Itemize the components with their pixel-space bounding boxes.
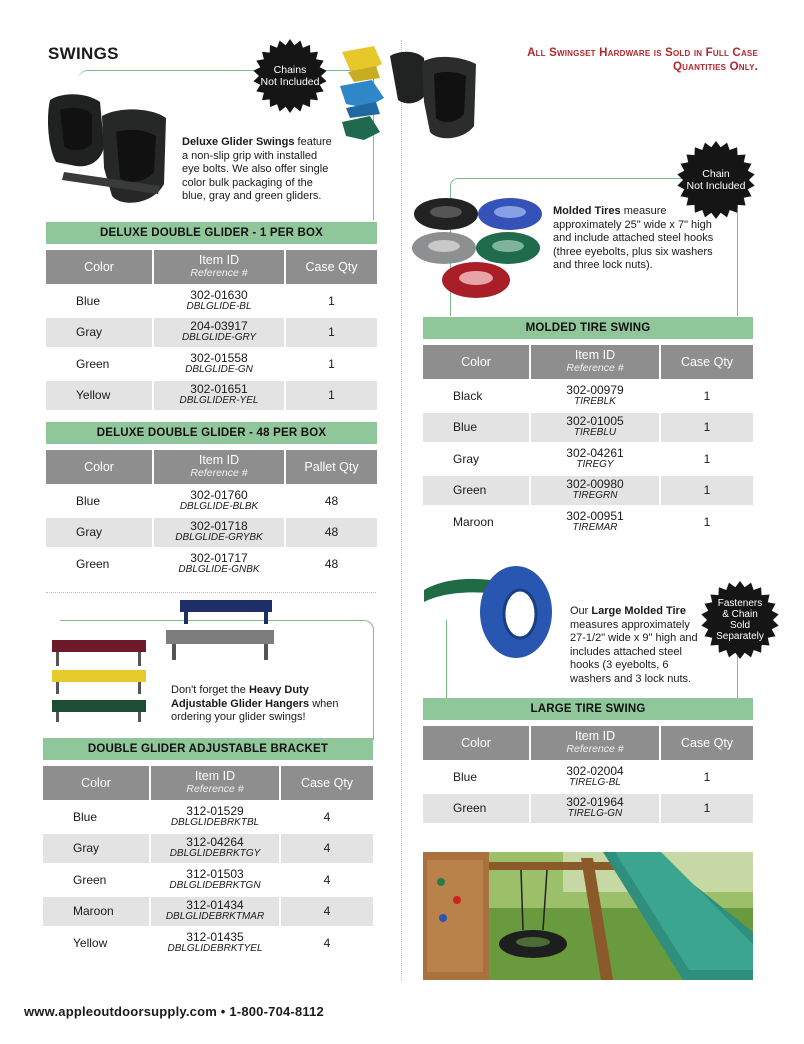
- item-id: 302-01630: [190, 287, 248, 302]
- molded-tire-table: [423, 345, 753, 537]
- glider-1-per-box-table: [46, 250, 377, 410]
- header-qty: Case Qty: [661, 345, 753, 379]
- table-row: [46, 379, 377, 411]
- large-tire-description: [570, 605, 698, 687]
- table-row: [46, 484, 377, 516]
- reference-number: DBLGLIDEBRKTYEL: [167, 942, 263, 954]
- badge-text-line-4: Separately: [716, 631, 764, 642]
- item-id: 312-01503: [186, 866, 244, 881]
- notice-line-1: All Swingset Hardware is Sold in Full Case: [527, 47, 758, 59]
- qty-cell: 1: [286, 347, 377, 379]
- section-divider: [46, 592, 376, 593]
- qty-cell: 48: [286, 547, 377, 579]
- molded-tires-image: [410, 192, 546, 304]
- page-title: SWINGS: [48, 44, 119, 63]
- color-cell: Yellow: [43, 926, 151, 958]
- header-item-id: [531, 345, 661, 379]
- table-row: [43, 926, 373, 958]
- item-id-cell: [151, 800, 281, 832]
- table-row: [46, 316, 377, 348]
- fasteners-sold-separately-badge: [700, 580, 780, 660]
- qty-cell: 1: [661, 411, 753, 443]
- item-id-cell: [154, 316, 286, 348]
- qty-cell: 1: [661, 792, 753, 824]
- reference-number: TIRELG-BL: [569, 776, 621, 788]
- item-id: 302-02004: [566, 763, 624, 778]
- bracket-note-post: when ordering your glider swings!: [171, 697, 339, 724]
- badge-text-line-1: Fasteners: [717, 598, 763, 609]
- qty-cell: 48: [286, 516, 377, 548]
- table-row: [423, 411, 753, 443]
- qty-cell: 4: [281, 895, 373, 927]
- item-id-cell: [531, 505, 661, 537]
- item-id: 312-04264: [186, 835, 244, 850]
- color-cell: Green: [46, 547, 154, 579]
- item-id: 204-03917: [190, 319, 248, 334]
- glider-description-bold: Deluxe Glider Swings: [182, 136, 295, 148]
- item-id-cell: [151, 926, 281, 958]
- table-row: [423, 474, 753, 506]
- reference-number: TIREBLU: [573, 427, 617, 439]
- item-id-cell: [151, 863, 281, 895]
- color-cell: Blue: [46, 484, 154, 516]
- notice-line-2: Quantities Only.: [673, 60, 758, 73]
- large-tire-table: [423, 726, 753, 823]
- color-cell: Gray: [423, 442, 531, 474]
- tire-swing-playground-photo: [423, 852, 753, 980]
- header-item-id: [154, 250, 286, 284]
- header-item-id: [154, 450, 286, 484]
- color-cell: Yellow: [46, 379, 154, 411]
- large-tire-title: LARGE TIRE SWING: [423, 698, 753, 720]
- header-reference: Reference #: [566, 362, 624, 374]
- color-cell: Maroon: [423, 505, 531, 537]
- item-id-cell: [531, 411, 661, 443]
- item-id: 312-01434: [186, 898, 244, 913]
- header-reference: Reference #: [186, 783, 244, 795]
- bracket-table: [43, 766, 373, 958]
- item-id: 312-01435: [186, 929, 244, 944]
- table-row: [43, 863, 373, 895]
- color-cell: Green: [43, 863, 151, 895]
- glider-description: [182, 136, 332, 204]
- reference-number: DBLGLIDEBRKTGN: [169, 879, 261, 891]
- color-cell: Green: [46, 347, 154, 379]
- qty-cell: 48: [286, 484, 377, 516]
- qty-cell: 1: [661, 442, 753, 474]
- qty-cell: 1: [661, 505, 753, 537]
- table-row: [423, 442, 753, 474]
- bracket-note: [171, 684, 357, 725]
- table-row: [423, 792, 753, 824]
- header-qty: Pallet Qty: [286, 450, 377, 484]
- color-cell: Gray: [46, 316, 154, 348]
- reference-number: DBLGLIDEBRKTGY: [169, 848, 261, 860]
- item-id: 302-04261: [566, 445, 624, 460]
- qty-cell: 4: [281, 800, 373, 832]
- color-cell: Green: [423, 792, 531, 824]
- table-row: [423, 379, 753, 411]
- header-item-id: [151, 766, 281, 800]
- case-quantity-notice: [458, 47, 758, 74]
- header-qty: Case Qty: [281, 766, 373, 800]
- reference-number: TIREBLK: [574, 395, 616, 407]
- table-row: [423, 760, 753, 792]
- reference-number: DBLGLIDEBRKTMAR: [165, 911, 265, 923]
- badge-text-line-2: Not Included: [686, 180, 746, 192]
- header-item-id-label: Item ID: [198, 253, 240, 267]
- item-id-cell: [154, 284, 286, 316]
- item-id-cell: [154, 484, 286, 516]
- header-color: Color: [423, 345, 531, 379]
- color-cell: Blue: [423, 411, 531, 443]
- badge-text-line-3: Sold: [729, 620, 751, 631]
- item-id: 302-00980: [566, 477, 624, 492]
- table-row: [46, 284, 377, 316]
- header-reference: Reference #: [190, 267, 248, 279]
- header-item-id-label: Item ID: [198, 453, 240, 467]
- glider-colors-image: [336, 42, 484, 154]
- large-tire-image: [418, 562, 560, 670]
- reference-number: DBLGLIDE-GNBK: [178, 563, 260, 575]
- color-cell: Black: [423, 379, 531, 411]
- color-cell: Blue: [46, 284, 154, 316]
- molded-tire-description-bold: Molded Tires: [553, 205, 621, 217]
- large-tire-description-pre: Our: [570, 605, 592, 617]
- item-id: 302-01718: [190, 519, 248, 534]
- item-id-cell: [531, 379, 661, 411]
- table-row: [43, 832, 373, 864]
- table-row: [46, 547, 377, 579]
- column-divider: [401, 40, 402, 980]
- color-cell: Blue: [43, 800, 151, 832]
- item-id-cell: [154, 516, 286, 548]
- item-id: 302-00951: [566, 508, 624, 523]
- header-color: Color: [423, 726, 531, 760]
- reference-number: DBLGLIDE-BLBK: [179, 500, 259, 512]
- reference-number: TIREMAR: [572, 521, 618, 533]
- reference-number: DBLGLIDEBRKTBL: [170, 816, 260, 828]
- item-id-cell: [151, 832, 281, 864]
- reference-number: TIREGY: [576, 458, 614, 470]
- item-id: 302-01558: [190, 350, 248, 365]
- qty-cell: 1: [286, 379, 377, 411]
- molded-tire-title: MOLDED TIRE SWING: [423, 317, 753, 339]
- header-item-id-label: Item ID: [574, 348, 616, 362]
- qty-cell: 4: [281, 926, 373, 958]
- badge-text-line-2: & Chain: [722, 609, 758, 620]
- table-row: [46, 347, 377, 379]
- qty-cell: 1: [661, 760, 753, 792]
- item-id-cell: [154, 379, 286, 411]
- reference-number: TIREGRN: [572, 490, 618, 502]
- header-reference: Reference #: [190, 467, 248, 479]
- footer-contact: www.appleoutdoorsupply.com • 1-800-704-8112: [24, 1004, 324, 1019]
- item-id-cell: [531, 442, 661, 474]
- glider-48-per-box-title: DELUXE DOUBLE GLIDER - 48 PER BOX: [46, 422, 377, 444]
- bracket-note-pre: Don't forget the: [171, 684, 249, 696]
- table-row: [43, 800, 373, 832]
- item-id-cell: [531, 792, 661, 824]
- item-id-cell: [154, 547, 286, 579]
- reference-number: DBLGLIDE-GN: [185, 363, 253, 375]
- color-cell: Gray: [46, 516, 154, 548]
- bracket-note-bold: Heavy Duty Adjustable Glider Hangers: [171, 684, 310, 710]
- qty-cell: 1: [661, 379, 753, 411]
- glider-1-per-box-title: DELUXE DOUBLE GLIDER - 1 PER BOX: [46, 222, 377, 244]
- qty-cell: 1: [286, 284, 377, 316]
- header-item-id-label: Item ID: [194, 769, 236, 783]
- header-qty: Case Qty: [661, 726, 753, 760]
- molded-tire-description: [553, 205, 723, 273]
- header-item-id-label: Item ID: [574, 729, 616, 743]
- item-id: 302-01964: [566, 795, 624, 810]
- item-id: 302-01717: [190, 550, 248, 565]
- item-id-cell: [154, 347, 286, 379]
- item-id-cell: [531, 760, 661, 792]
- badge-text-line-2: Not Included: [260, 76, 320, 88]
- header-qty: Case Qty: [286, 250, 377, 284]
- table-row: [46, 516, 377, 548]
- large-tire-description-text: measures approximately 27-1/2" wide x 9" high and includes attached steel hooks (3 eyebolts, 6 washers and 3 lock nuts.: [570, 618, 698, 685]
- color-cell: Blue: [423, 760, 531, 792]
- color-cell: Maroon: [43, 895, 151, 927]
- chains-not-included-badge: [252, 38, 328, 114]
- reference-number: DBLGLIDE-BL: [186, 300, 252, 312]
- reference-number: DBLGLIDE-GRY: [181, 332, 257, 344]
- item-id: 302-01651: [190, 382, 248, 397]
- header-color: Color: [46, 450, 154, 484]
- reference-number: TIRELG-GN: [567, 808, 623, 820]
- qty-cell: 4: [281, 863, 373, 895]
- color-cell: Green: [423, 474, 531, 506]
- item-id: 302-00979: [566, 382, 624, 397]
- badge-text-line-1: Chains: [273, 64, 307, 76]
- header-color: Color: [46, 250, 154, 284]
- table-row: [423, 505, 753, 537]
- reference-number: DBLGLIDER-YEL: [179, 395, 259, 407]
- qty-cell: 4: [281, 832, 373, 864]
- badge-text-line-1: Chain: [702, 168, 730, 180]
- molded-tire-description-text: measure approximately 25" wide x 7" high and include attached steel hooks (three eyebolts, plus six washers and three lock nuts).: [553, 205, 714, 272]
- header-color: Color: [43, 766, 151, 800]
- large-tire-description-bold: Large Molded Tire: [591, 605, 686, 617]
- glider-description-text: feature a non-slip grip with installed eye bolts. We also offer single color bulk packaging of the blue, gray and green gliders.: [182, 136, 332, 203]
- item-id-cell: [151, 895, 281, 927]
- table-row: [43, 895, 373, 927]
- qty-cell: 1: [661, 474, 753, 506]
- item-id: 312-01529: [186, 803, 244, 818]
- item-id: 302-01760: [190, 487, 248, 502]
- header-reference: Reference #: [566, 743, 624, 755]
- qty-cell: 1: [286, 316, 377, 348]
- glider-48-per-box-table: [46, 450, 377, 579]
- glider-swing-image: [42, 88, 174, 216]
- color-cell: Gray: [43, 832, 151, 864]
- item-id: 302-01005: [566, 414, 624, 429]
- bracket-title: DOUBLE GLIDER ADJUSTABLE BRACKET: [43, 738, 373, 760]
- reference-number: DBLGLIDE-GRYBK: [175, 532, 263, 544]
- item-id-cell: [531, 474, 661, 506]
- header-item-id: [531, 726, 661, 760]
